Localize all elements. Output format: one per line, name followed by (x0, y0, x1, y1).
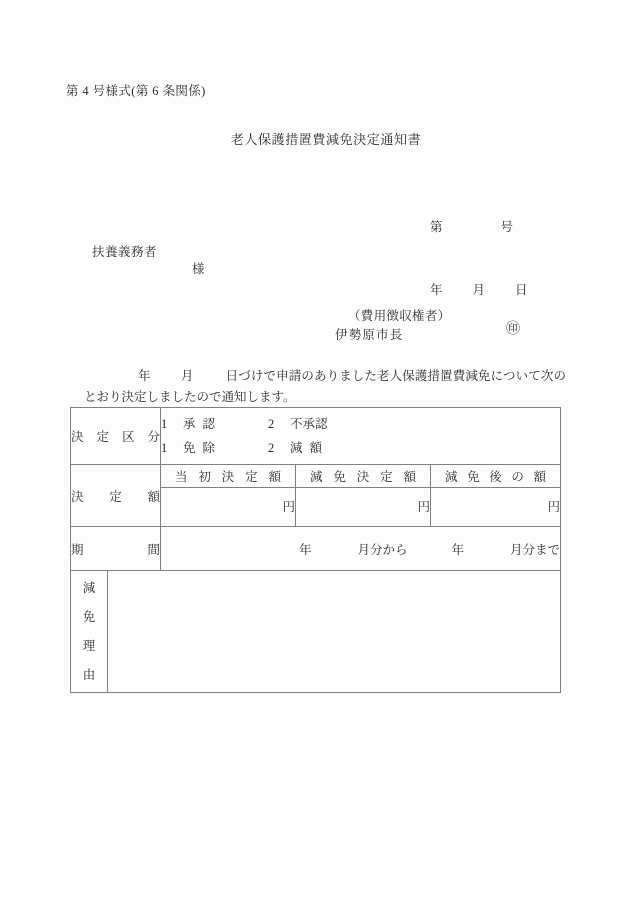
row-label-decision-kubun (71, 408, 161, 465)
option-label-approve[interactable]: 承認 (183, 417, 223, 431)
period-field[interactable] (161, 527, 561, 571)
label-char: 定 (96, 430, 109, 444)
option-label-disapprove[interactable]: 不承認 (290, 417, 328, 431)
period-from-year: 年 (298, 542, 312, 557)
label-char: 額 (147, 489, 160, 504)
option-label-exempt[interactable]: 免除 (183, 441, 223, 455)
body-text: 日づけで申請のありました老人保護措置費減免について次のとおり決定しましたので通知します。 (84, 369, 566, 404)
option-number: 1 (161, 441, 168, 455)
option-line-approval (161, 412, 560, 436)
header-char: 決 (356, 470, 370, 484)
document-date-year: 年 (430, 283, 443, 297)
column-header-amount-after-reduction (431, 465, 561, 488)
header-char: 減 (445, 470, 458, 484)
decision-table (70, 407, 561, 693)
header-char: 額 (268, 470, 281, 484)
row-label-period (71, 527, 161, 571)
amount-field-initial[interactable] (161, 488, 296, 527)
label-char: 期 (71, 542, 84, 557)
label-char: 間 (147, 542, 160, 557)
amount-unit-after-reduction: 円 (547, 500, 560, 514)
label-char: 分 (147, 430, 160, 444)
form-number: 第 4 号様式(第 6 条関係) (66, 84, 206, 98)
body-paragraph (84, 366, 566, 408)
header-char: 免 (333, 470, 346, 484)
header-char: 減 (310, 470, 323, 484)
decision-kubun-options[interactable] (161, 408, 561, 465)
period-to-year: 年 (451, 542, 464, 557)
option-number: 1 (161, 417, 168, 431)
header-char: 当 (175, 470, 188, 484)
option-line-reduction (161, 436, 560, 460)
table-row-amount-headers (71, 465, 561, 488)
label-char: 由 (82, 667, 96, 682)
period-from-month: 月分から (357, 542, 408, 557)
page-title: 老人保護措置費減免決定通知書 (230, 132, 422, 147)
option-number: 2 (268, 441, 275, 455)
table-row-period (71, 527, 561, 571)
document-date-row (430, 280, 528, 301)
issuer-role: （費用徴収権者） (348, 309, 451, 323)
seal-icon: ㊞ (506, 322, 520, 337)
document-date-day: 日 (515, 283, 528, 297)
amount-unit-reduced-decision: 円 (417, 500, 430, 514)
row-label-decision-amount (71, 465, 161, 527)
header-char: 額 (403, 470, 416, 484)
table-row-decision-kubun (71, 408, 561, 465)
header-char: 額 (533, 470, 546, 484)
body-date-year: 年 (138, 369, 151, 383)
label-char: 理 (82, 638, 96, 653)
document-date-month: 月 (472, 283, 486, 297)
label-char: 減 (82, 580, 96, 595)
amount-unit-initial: 円 (282, 500, 295, 514)
period-to-month: 月分まで (509, 542, 560, 557)
header-char: 後 (489, 470, 502, 484)
table-row-reason (71, 571, 561, 693)
reduction-reason-field[interactable] (108, 571, 561, 693)
amount-field-reduced-decision[interactable] (296, 488, 431, 527)
label-char: 免 (82, 609, 96, 624)
amount-field-after-reduction[interactable] (431, 488, 561, 527)
document-number-suffix: 号 (500, 220, 514, 234)
header-char: 免 (467, 470, 480, 484)
label-char: 定 (109, 489, 122, 504)
body-date-month: 月 (180, 369, 194, 383)
document-number-row (430, 217, 528, 238)
label-char: 決 (71, 489, 84, 504)
label-char: 決 (71, 430, 84, 444)
recipient-honorific: 様 (192, 262, 205, 276)
header-char: 初 (198, 470, 211, 484)
label-char: 区 (121, 430, 135, 444)
header-char: 定 (245, 470, 258, 484)
header-char: の (511, 470, 524, 484)
row-label-reduction-reason (71, 571, 108, 693)
option-label-reduce[interactable]: 減額 (290, 441, 330, 455)
issuer-name: 伊勢原市長 (335, 328, 404, 342)
option-number: 2 (268, 417, 275, 431)
column-header-reduced-decision-amount (296, 465, 431, 488)
header-char: 決 (221, 470, 235, 484)
header-char: 定 (380, 470, 393, 484)
document-number-prefix: 第 (430, 220, 443, 234)
column-header-initial-amount (161, 465, 296, 488)
recipient-label: 扶養義務者 (92, 245, 158, 259)
